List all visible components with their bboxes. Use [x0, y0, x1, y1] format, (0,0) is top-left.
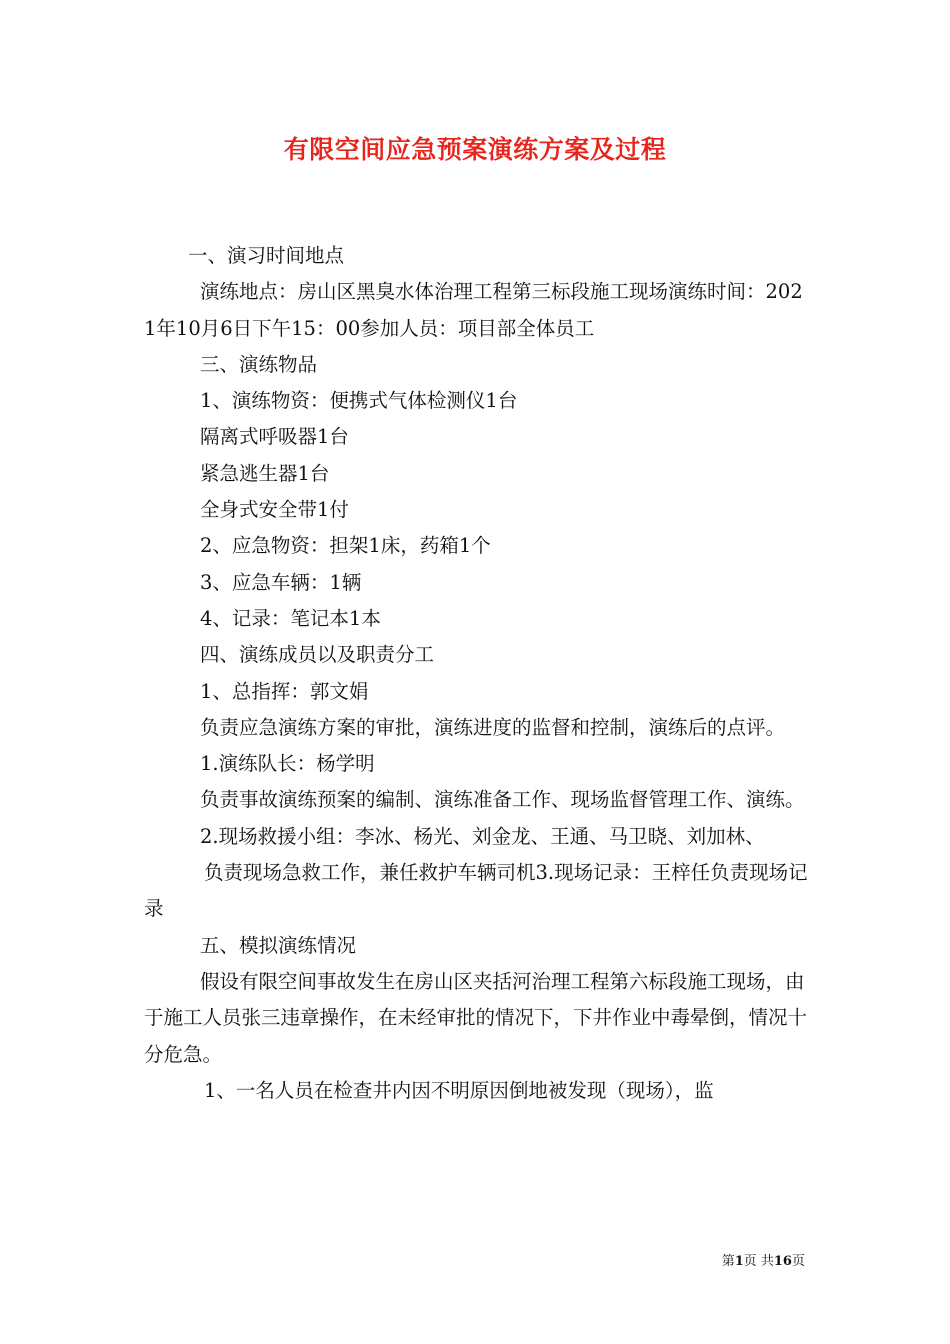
- section-heading: 五、模拟演练情况: [200, 933, 357, 957]
- footer-page-number: 1: [734, 1254, 744, 1269]
- document-title: 有限空间应急预案演练方案及过程: [283, 135, 667, 164]
- footer-prefix: 第: [721, 1254, 735, 1269]
- list-item: 1、演练物资：便携式气体检测仪1台: [200, 389, 518, 413]
- paragraph: 负责事故演练预案的编制、演练准备工作、现场监督管理工作、演练。: [200, 788, 805, 812]
- paragraph: 1、一名人员在检查井内因不明原因倒地被发现（现场），监: [204, 1078, 714, 1102]
- list-item: 3、应急车辆：1辆: [200, 570, 362, 594]
- list-item: 2.现场救援小组：李冰、杨光、刘金龙、王通、马卫晓、刘加林、: [200, 824, 765, 848]
- section-heading: 三、演练物品: [200, 352, 318, 376]
- section-heading: 一、演习时间地点: [188, 244, 345, 267]
- paragraph: 假设有限空间事故发生在房山区夹括河治理工程第六标段施工现场，由于施工人员张三违章操作，在未经审批的情况下，下井作业中毒晕倒，情况十分危急。: [144, 969, 808, 1066]
- paragraph: 负责应急演练方案的审批，演练进度的监督和控制，演练后的点评。: [200, 715, 786, 739]
- page-footer: [722, 1250, 805, 1269]
- list-item: 1.演练队长：杨学明: [200, 752, 375, 776]
- list-item: 隔离式呼吸器1台: [200, 425, 349, 449]
- list-item: 2、应急物资：担架1床，药箱1个: [200, 534, 491, 558]
- list-item: 1、总指挥：郭文娟: [200, 679, 369, 703]
- paragraph: 负责现场急救工作，兼任救护车辆司机3.现场记录：王梓任负责现场记录: [144, 861, 808, 921]
- list-item: 4、记录：笔记本1本: [200, 606, 381, 630]
- footer-suffix: 页: [791, 1254, 805, 1269]
- footer-total-pages: 16: [773, 1254, 792, 1269]
- list-item: 全身式安全带1付: [200, 498, 349, 522]
- section-heading: 四、演练成员以及职责分工: [200, 643, 435, 667]
- list-item: 紧急逃生器1台: [200, 461, 330, 485]
- footer-middle: 页 共: [743, 1254, 774, 1269]
- paragraph: 演练地点：房山区黑臭水体治理工程第三标段施工现场演练时间：2021年10月6日下午15：00参加人员：项目部全体员工: [144, 280, 803, 340]
- document-body: [144, 238, 812, 1109]
